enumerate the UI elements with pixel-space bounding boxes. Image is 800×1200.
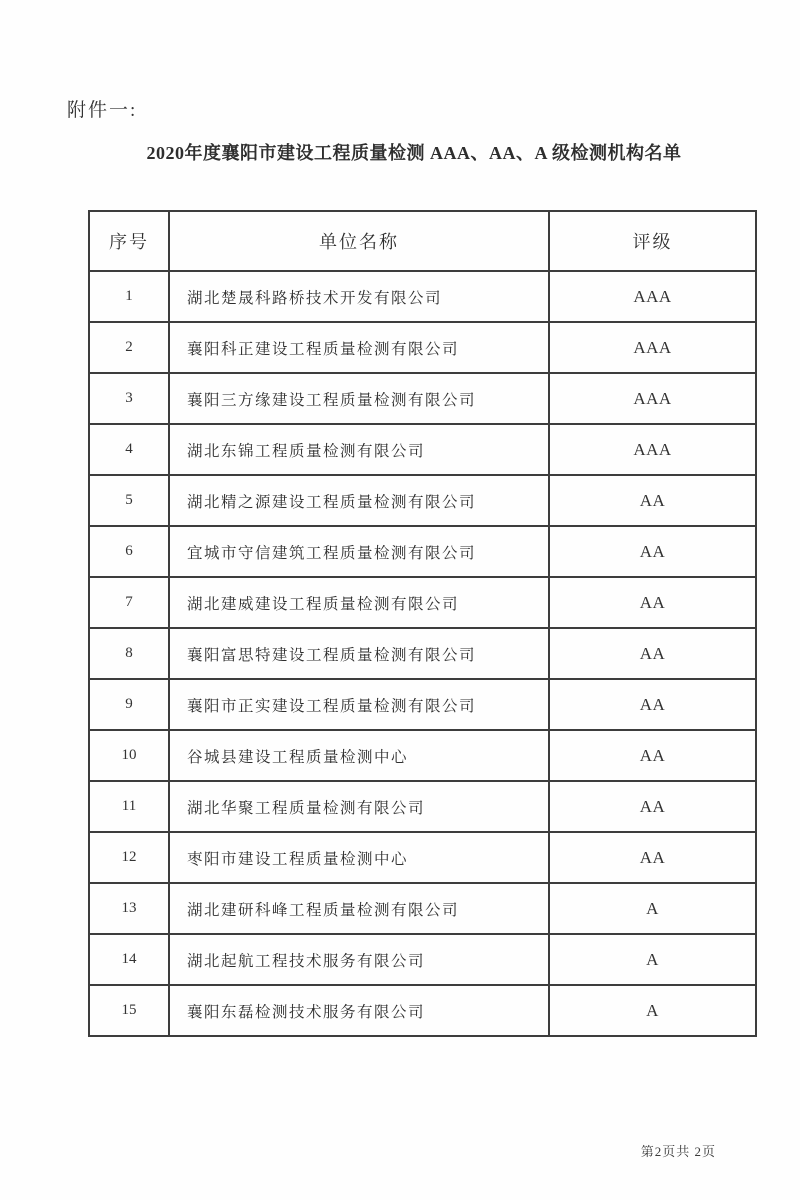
- table-row: [89, 424, 756, 475]
- row-serial-number: 2: [89, 322, 169, 373]
- row-serial-number: 13: [89, 883, 169, 934]
- rating-value: AA: [549, 628, 756, 679]
- rating-value: AA: [549, 832, 756, 883]
- rating-value: A: [549, 985, 756, 1036]
- rating-value: AA: [549, 730, 756, 781]
- table-row: [89, 577, 756, 628]
- table-row: [89, 934, 756, 985]
- company-name: 湖北楚晟科路桥技术开发有限公司: [169, 271, 549, 322]
- company-name: 襄阳东磊检测技术服务有限公司: [169, 985, 549, 1036]
- column-header-rating: 评级: [549, 211, 756, 271]
- rating-value: AAA: [549, 271, 756, 322]
- rating-value: AA: [549, 781, 756, 832]
- column-header-serial: 序号: [89, 211, 169, 271]
- rating-value: AAA: [549, 322, 756, 373]
- company-name: 湖北起航工程技术服务有限公司: [169, 934, 549, 985]
- row-serial-number: 11: [89, 781, 169, 832]
- company-name: 襄阳三方缘建设工程质量检测有限公司: [169, 373, 549, 424]
- rating-value: AA: [549, 475, 756, 526]
- document-title: 2020年度襄阳市建设工程质量检测 AAA、AA、A 级检测机构名单: [146, 143, 682, 163]
- attachment-label: 附件一:: [67, 100, 138, 121]
- table-row: [89, 475, 756, 526]
- table-body: [89, 271, 756, 1036]
- table-row: [89, 373, 756, 424]
- table-row: [89, 526, 756, 577]
- company-name: 谷城县建设工程质量检测中心: [169, 730, 549, 781]
- company-name: 湖北建研科峰工程质量检测有限公司: [169, 883, 549, 934]
- rating-value: AAA: [549, 373, 756, 424]
- page-number: 第2页共 2页: [640, 1144, 716, 1159]
- row-serial-number: 6: [89, 526, 169, 577]
- company-name: 襄阳市正实建设工程质量检测有限公司: [169, 679, 549, 730]
- company-name: 襄阳科正建设工程质量检测有限公司: [169, 322, 549, 373]
- company-name: 湖北精之源建设工程质量检测有限公司: [169, 475, 549, 526]
- company-name: 湖北东锦工程质量检测有限公司: [169, 424, 549, 475]
- row-serial-number: 4: [89, 424, 169, 475]
- row-serial-number: 5: [89, 475, 169, 526]
- table-header-row: [89, 211, 756, 271]
- rating-value: A: [549, 883, 756, 934]
- row-serial-number: 1: [89, 271, 169, 322]
- table-row: [89, 730, 756, 781]
- company-name: 湖北华聚工程质量检测有限公司: [169, 781, 549, 832]
- row-serial-number: 3: [89, 373, 169, 424]
- company-name: 湖北建威建设工程质量检测有限公司: [169, 577, 549, 628]
- table-row: [89, 628, 756, 679]
- table-row: [89, 985, 756, 1036]
- row-serial-number: 8: [89, 628, 169, 679]
- rating-value: AA: [549, 577, 756, 628]
- table-row: [89, 781, 756, 832]
- rating-value: AA: [549, 679, 756, 730]
- column-header-unit-name: 单位名称: [169, 211, 549, 271]
- company-name: 襄阳富思特建设工程质量检测有限公司: [169, 628, 549, 679]
- company-name: 枣阳市建设工程质量检测中心: [169, 832, 549, 883]
- row-serial-number: 12: [89, 832, 169, 883]
- row-serial-number: 7: [89, 577, 169, 628]
- rating-table: [88, 210, 757, 1037]
- rating-value: A: [549, 934, 756, 985]
- row-serial-number: 14: [89, 934, 169, 985]
- table-row: [89, 832, 756, 883]
- row-serial-number: 15: [89, 985, 169, 1036]
- row-serial-number: 10: [89, 730, 169, 781]
- table-row: [89, 271, 756, 322]
- table-row: [89, 883, 756, 934]
- rating-value: AA: [549, 526, 756, 577]
- table-row: [89, 322, 756, 373]
- row-serial-number: 9: [89, 679, 169, 730]
- company-name: 宜城市守信建筑工程质量检测有限公司: [169, 526, 549, 577]
- rating-value: AAA: [549, 424, 756, 475]
- table-row: [89, 679, 756, 730]
